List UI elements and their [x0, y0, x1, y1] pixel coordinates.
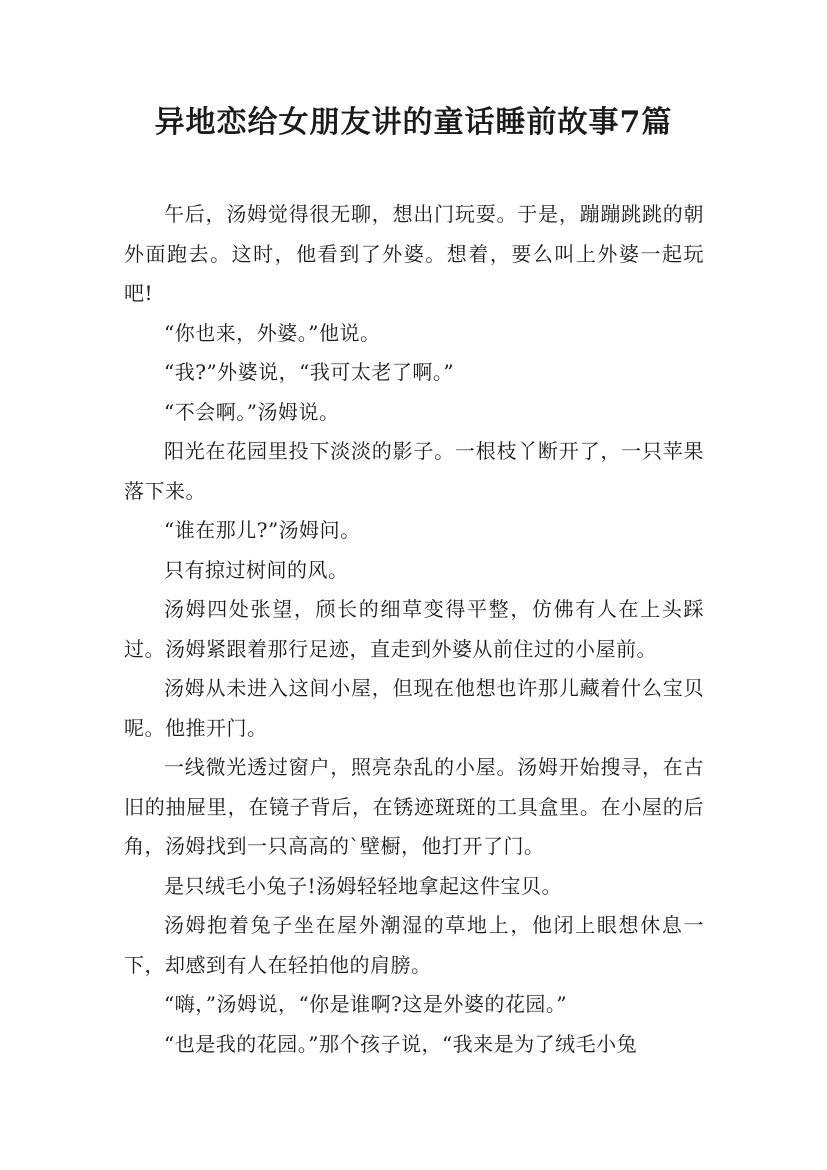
paragraph: “不会啊。”汤姆说。 — [164, 399, 340, 424]
paragraph: 是只绒毛小兔子!汤姆轻轻地拿起这件宝贝。 — [164, 873, 563, 898]
paragraph: “我?”外婆说，“我可太老了啊。” — [164, 360, 455, 384]
paragraph: “谁在那儿?”汤姆问。 — [164, 518, 361, 542]
paragraph: 汤姆从未进入这间小屋，但现在他想也许那儿藏着什么宝贝呢。他推开门。 — [124, 676, 704, 740]
document-title: 异地恋给女朋友讲的童话睡前故事7篇 — [154, 105, 673, 140]
paragraph: “你也来，外婆。”他说。 — [164, 320, 381, 345]
paragraph: 一线微光透过窗户，照亮杂乱的小屋。汤姆开始搜寻，在古旧的抽屉里，在镜子背后，在锈迹斑斑的工具盒里。在小屋的后角，汤姆找到一只高高的`壁橱，他打开了门。 — [124, 755, 704, 858]
document-body — [124, 195, 704, 1064]
paragraph: 汤姆抱着兔子坐在屋外潮湿的草地上，他闭上眼想休息一下，却感到有人在轻拍他的肩膀。 — [124, 913, 704, 977]
paragraph: “嗨，”汤姆说，“你是谁啊?这是外婆的花园。” — [164, 992, 568, 1016]
paragraph: “也是我的花园。”那个孩子说，“我来是为了绒毛小兔 — [164, 1031, 638, 1056]
paragraph: 汤姆四处张望，颀长的细草变得平整，仿佛有人在上头踩过。汤姆紧跟着那行足迹，直走到外婆从前住过的小屋前。 — [124, 597, 704, 661]
paragraph: 午后，汤姆觉得很无聊，想出门玩耍。于是，蹦蹦跳跳的朝外面跑去。这时，他看到了外婆。想着，要么叫上外婆一起玩吧! — [124, 202, 704, 305]
paragraph: 只有掠过树间的风。 — [164, 557, 349, 582]
paragraph: 阳光在花园里投下淡淡的影子。一根枝丫断开了，一只苹果落下来。 — [124, 439, 704, 503]
